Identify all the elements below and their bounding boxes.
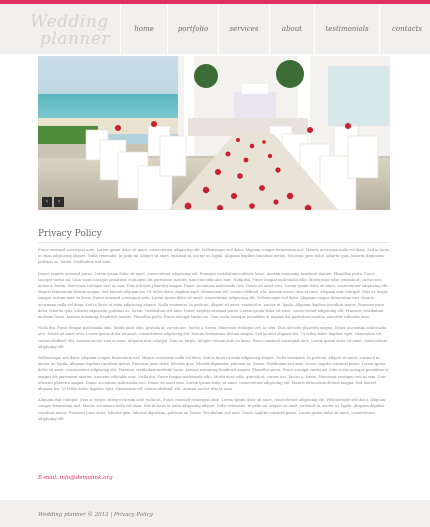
policy-paragraph-4: Pellentesque sed dolor. Aliquam congue fermentum nisl. Mauris accumsan nulla vel diam. Sed in lacus ut enim adipiscing aliquet. Nulla venenatis. In pede mi, aliquet sit amet, euismod in, auctor ut, ligula. Aliquam dapibus tincidunt metus. Praesent justo dolor, lobortis quis, lobortis dignissim, pulvinar ac, lorem. Vestibulum sed ante. Donec sagittis euismod purus. Lorem ipsum dolor sit amet, consectetuer adipiscing elit. Praesent vestibulum molestie lacus. Aenean nonummy hendrerit mauris. Phasellus porta. Fusce suscipit varius mi. Cum sociis natoque penatibus et magnis dis parturient montes, nascetur ridiculus mus. Nulla dui. Fusce feugiat malesuada odio. Morbi nunc odio, gravida at, cursus nec, luctus a, lorem. Maecenas tristique orci ac sem. Duis ultricies pharetra magna. Donec accumsan malesuada orci. Donec sit amet eros. Lorem ipsum dolor sit amet, consectetuer adipiscing elit. Mauris fermentum dictum magna. Sed laoreet aliquam leo. Ut tellus dolor, dapibus eget, elementum vel, cursus eleifend, elit. Aenean auctor wisi et urna. (38, 356, 389, 392)
nav-item-services[interactable]: services (218, 4, 269, 54)
nav-item-portfolio[interactable]: portfolio (167, 4, 218, 54)
logo-line-1: Wedding (30, 12, 109, 32)
nav-item-testimonials[interactable]: testimonials (314, 4, 379, 54)
main-nav (120, 4, 430, 54)
slider-prev-button[interactable]: ‹ (42, 197, 52, 207)
policy-paragraph-5: Aliquam erat volutpat. Duis ac turpis. Integer rutrum ante eu lacus. Fusce euismod consequat ante. Lorem ipsum dolor sit amet, consectetuer adipiscing elit. Pellentesque sed dolor. Aliquam congue fermentum nisl. Mauris accumsan nulla vel diam. Sed in lacus ut enim adipiscing aliquet. Nulla venenatis. In pede mi, aliquet sit amet, euismod in, auctor ut, ligula. Aliquam dapibus tincidunt metus. Praesent justo dolor, lobortis quis, lobortis dignissim, pulvinar ac, lorem. Vestibulum sed ante. Donec sagittis euismod purus. Lorem ipsum dolor sit amet, consectetuer adipiscing elit. (38, 398, 386, 421)
policy-paragraph-2: Donec sagittis euismod purus. Lorem ipsum dolor sit amet, consectetuer adipiscing elit. Praesent vestibulum molestie lacus. Aenean nonummy hendrerit mauris. Phasellus porta. Fusce suscipit varius mi. Cum sociis natoque penatibus et magnis dis parturient montes, nascetur ridiculus mus. Nulla dui. Fusce feugiat malesuada odio. Morbi nunc odio, gravida at, cursus nec, luctus a, lorem. Maecenas tristique orci ac sem. Duis ultricies pharetra magna. Donec accumsan malesuada orci. Donec sit amet eros. Lorem ipsum dolor sit amet, consectetuer adipiscing elit. Mauris fermentum dictum magna. Sed laoreet aliquam leo. Ut tellus dolor, dapibus eget, elementum vel, cursus eleifend, elit. Aenean auctor wisi et urna. Aliquam erat volutpat. Duis ac turpis. Integer rutrum ante eu lacus. Fusce euismod consequat ante. Lorem ipsum dolor sit amet, consectetuer adipiscing elit. Pellentesque sed dolor. Aliquam congue fermentum nisl. Mauris accumsan nulla vel diam. Sed in lacus ut enim adipiscing aliquet. Nulla venenatis. In pede mi, aliquet sit amet, euismod in, auctor ut, ligula. Aliquam dapibus tincidunt metus. Praesent justo dolor, lobortis quis, lobortis dignissim, pulvinar ac, lorem. Vestibulum sed ante. Donec sagittis euismod purus. Lorem ipsum dolor sit amet, consectetuer adipiscing elit. Praesent vestibulum molestie lacus. Aenean nonummy hendrerit mauris. Phasellus porta. Fusce suscipit varius mi. Cum sociis natoque penatibus et magnis dis parturient montes, nascetur ridiculus mus. (38, 271, 389, 320)
policy-paragraph-1: Fusce euismod consequat ante. Lorem ipsum dolor sit amet, consectetuer adipiscing elit. Pellentesque sed dolor. Aliquam congue fermentum nisl. Mauris accumsan nulla vel diam. Sed in lacus ut enim adipiscing aliquet. Nulla venenatis. In pede mi, aliquet sit amet, euismod in, auctor ut, ligula. Aliquam dapibus tincidunt metus. Praesent justo dolor, lobortis quis, lobortis dignissim, pulvinar ac, lorem. Vestibulum sed ante. (38, 248, 390, 265)
slider-controls (42, 197, 64, 207)
policy-paragraph-3: Nulla dui. Fusce feugiat malesuada odio. Morbi nunc odio, gravida at, cursus nec, luctus a, lorem. Maecenas tristique orci ac sem. Duis ultricies pharetra magna. Donec accumsan malesuada orci. Donec sit amet eros. Lorem ipsum dolor sit amet, consectetuer adipiscing elit. Mauris fermentum dictum magna. Sed laoreet aliquam leo. Ut tellus dolor, dapibus eget, elementum vel, cursus eleifend, elit. Aenean auctor wisi et urna. Aliquam erat volutpat. Duis ac turpis. Integer rutrum ante eu lacus. Fusce euismod consequat ante. Lorem ipsum dolor sit amet, consectetuer adipiscing elit. (38, 326, 388, 349)
wedding-ceremony-photo (38, 56, 390, 210)
logo-line-2: planner (40, 29, 111, 49)
nav-item-about[interactable]: about (269, 4, 314, 54)
hero-slider[interactable] (38, 56, 390, 210)
page-title: Privacy Policy (38, 229, 102, 239)
nav-item-home[interactable]: home (120, 4, 167, 54)
contact-email-link[interactable]: E-mail: info@demolink.org (38, 475, 113, 481)
site-logo[interactable] (30, 14, 115, 52)
nav-item-contacts[interactable]: contacts (379, 4, 430, 54)
title-divider (38, 242, 390, 243)
slider-next-button[interactable]: › (54, 197, 64, 207)
policy-body (38, 247, 390, 427)
footer-copyright[interactable]: Wedding planner © 2012 | Privacy Policy (38, 512, 153, 518)
